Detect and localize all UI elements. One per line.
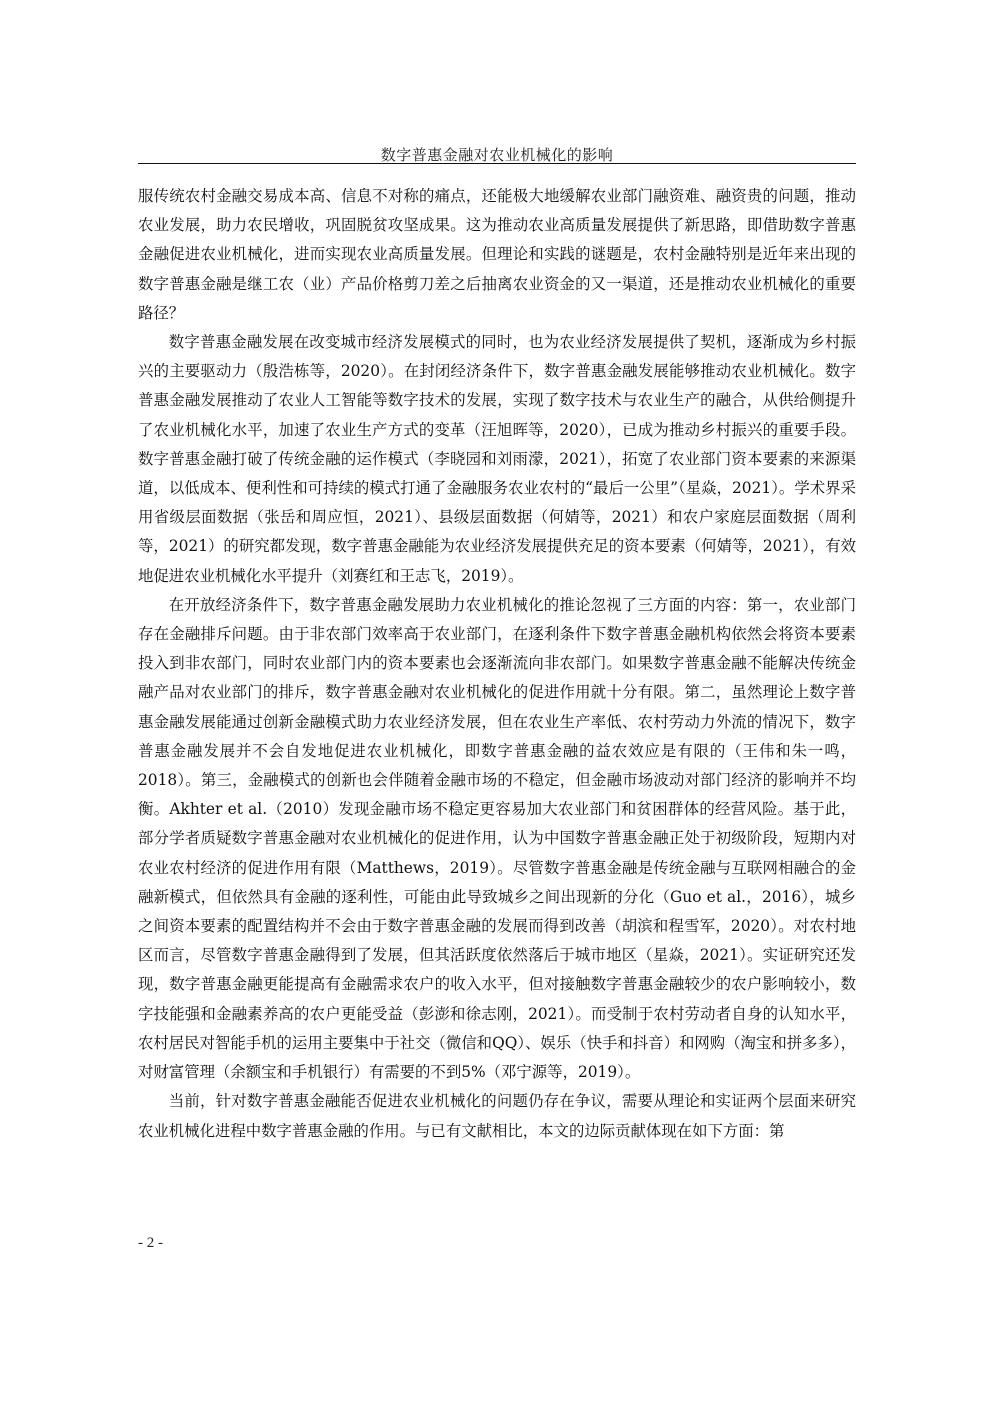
paragraph: 数字普惠金融发展在改变城市经济发展模式的同时，也为农业经济发展提供了契机，逐渐成为乡村振兴的主要驱动力（殷浩栋等，2020）。在封闭经济条件下，数字普惠金融发展能够推动农业机械化。数字普惠金融发展推动了农业人工智能等数字技术的发展，实现了数字技术与农业生产的融合，从供给侧提升了农业机械化水平，加速了农业生产方式的变革（汪旭晖等，2020），已成为推动乡村振兴的重要手段。数字普惠金融打破了传统金融的运作模式（李晓园和刘雨濛，2021），拓宽了农业部门资本要素的来源渠道，以低成本、便利性和可持续的模式打通了金融服务农业农村的“最后一公里”（星焱，2021）。学术界采用省级层面数据（张岳和周应恒，2021）、县级层面数据（何婧等，2021）和农户家庭层面数据（周利等，2021）的研究都发现，数字普惠金融能为农业经济发展提供充足的资本要素（何婧等，2021），有效地促进农业机械化水平提升（刘赛红和王志飞，2019）。: [138, 333, 856, 585]
paragraph-continued: 服传统农村金融交易成本高、信息不对称的痛点，还能极大地缓解农业部门融资难、融资贵的问题，推动农业发展，助力农民增收，巩固脱贫攻坚成果。这为推动农业高质量发展提供了新思路，即借助数字普惠金融促进农业机械化，进而实现农业高质量发展。但理论和实践的谜题是，农村金融特别是近年来出现的数字普惠金融是继工农（业）产品价格剪刀差之后抽离农业资金的又一渠道，还是推动农业机械化的重要路径？: [138, 187, 856, 322]
running-header-title: 数字普惠金融对农业机械化的影响: [380, 146, 614, 164]
body-text: [138, 182, 856, 1146]
paragraph: 当前，针对数字普惠金融能否促进农业机械化的问题仍存在争议，需要从理论和实证两个层面来研究农业机械化进程中数字普惠金融的作用。与已有文献相比，本文的边际贡献体现在如下方面：第: [138, 1092, 856, 1140]
page-number: - 2 -: [138, 1235, 163, 1251]
paragraph: 在开放经济条件下，数字普惠金融发展助力农业机械化的推论忽视了三方面的内容：第一，农业部门存在金融排斥问题。由于非农部门效率高于农业部门，在逐利条件下数字普惠金融机构依然会将资本要素投入到非农部门，同时农业部门内的资本要素也会逐渐流向非农部门。如果数字普惠金融不能解决传统金融产品对农业部门的排斥，数字普惠金融对农业机械化的促进作用就十分有限。第二，虽然理论上数字普惠金融发展能通过创新金融模式助力农业经济发展，但在农业生产率低、农村劳动力外流的情况下，数字普惠金融发展并不会自发地促进农业机械化，即数字普惠金融的益农效应是有限的（王伟和朱一鸣，2018）。第三，金融模式的创新也会伴随着金融市场的不稳定，但金融市场波动对部门经济的影响并不均衡。Akhter et al.（2010）发现金融市场不稳定更容易加大农业部门和贫困群体的经营风险。基于此，部分学者质疑数字普惠金融对农业机械化的促进作用，认为中国数字普惠金融正处于初级阶段，短期内对农业农村经济的促进作用有限（Matthews，2019）。尽管数字普惠金融是传统金融与互联网相融合的金融新模式，但依然具有金融的逐利性，可能由此导致城乡之间出现新的分化（Guo et al.，2016），城乡之间资本要素的配置结构并不会由于数字普惠金融的发展而得到改善（胡滨和程雪军，2020）。对农村地区而言，尽管数字普惠金融得到了发展，但其活跃度依然落后于城市地区（星焱，2021）。实证研究还发现，数字普惠金融更能提高有金融需求农户的收入水平，但对接触数字普惠金融较少的农户影响较小，数字技能强和金融素养高的农户更能受益（彭澎和徐志刚，2021）。而受制于农村劳动者自身的认知水平，农村居民对智能手机的运用主要集中于社交（微信和QQ）、娱乐（快手和抖音）和网购（淘宝和拼多多），对财富管理（余额宝和手机银行）有需要的不到5%（邓宁源等，2019）。: [138, 595, 856, 1082]
header-divider: [138, 163, 856, 164]
